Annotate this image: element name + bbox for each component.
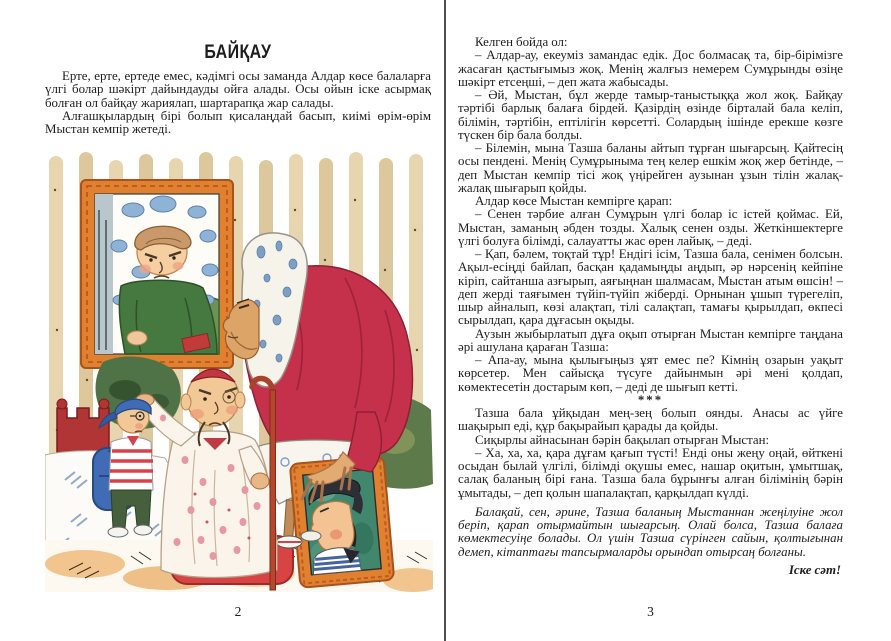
paragraph: – Әй, Мыстан, бұл жерде тамыр-таныстыққа жол жоқ. Байқау тәртібі барлық балаға бірдей. Қазірдің өзінде бірталай бала келіп, білімін, тәртібін, ептілігін көрсетті. Солардың ішінде ерекше көзге түскен бір бала болды. bbox=[458, 88, 843, 142]
page-gutter-line bbox=[444, 0, 446, 641]
paragraph: – Алдар-ау, екеуміз замандас едік. Дос болмасақ та, бір-бірімізге жасаған қастығымыз жоқ. Менің жалғыз немерем Сумұрынды өзіңе шәкірт етсеңші, – деп жата жабысады. bbox=[458, 48, 843, 89]
right-page bbox=[458, 36, 843, 577]
paragraph: Балақай, сен, әрине, Тазша баланың Мыстаннан жеңілуіне жол беріп, қарап отырмайтын шығарсың. Олай болса, Тазша балаға көмектесуіңе болады. Ол үшін Тазша сүрінген сайын, қолтығынан демеп, кітаптағы тапсырмаларды орындап отырсаң болғаны. bbox=[458, 504, 843, 559]
paragraph: – Ха, ха, ха, қара дұғам қағып түсті! Енді оны жеңу оңай, өйткені осыдан былай үлгілі, білімді оқушы емес, нашар оқитын, ұмытшақ, салақ баланың бірі ғана. Тазша бала бұрынғы алған білімінің бәрін ұмытады, – деп қолын шапалақтап, қарқылдап күлді. bbox=[458, 445, 843, 500]
paragraph: Сиқырлы айнасынан бәрін бақылап отырған Мыстан: bbox=[475, 432, 770, 447]
paragraph: Алғашқылардың бірі болып қисалаңдай басып, киімі өрім-өрім Мыстан кемпір жетеді. bbox=[45, 108, 431, 136]
paragraph: Аузын жыбырлатып дұға оқып отырған Мыстан кемпірге таңдана әрі ашулана қараған Тазша: bbox=[458, 326, 843, 354]
paragraph: Іске сәт! bbox=[788, 562, 841, 577]
paragraph: Келген бойда ол: bbox=[475, 35, 568, 49]
page-title: БАЙҚАУ bbox=[204, 41, 272, 63]
paragraph: – Сенен тәрбие алған Сумұрын үлгі болар іс істей қоймас. Ей, Мыстан, заманың әбден тозды. Халық сенен озды. Жеткіншектерге үлгі болуға білімді, салауатты жас өрен лайық, – деді. bbox=[458, 207, 843, 248]
paragraph: Алдар көсе Мыстан кемпірге қарап: bbox=[475, 194, 673, 208]
paragraph: – Апа-ау, мына қылығыңыз ұят емес пе? Кімнің озарын уақыт көрсетер. Мен сайысқа түсуге дайынмын әрі мені қолдап, көмектесетін достарым көп, – деді де шығып кетті. bbox=[458, 353, 843, 394]
page-number-left: 2 bbox=[234, 604, 242, 619]
paragraph: Тазша бала ұйқыдан мең-зең болып оянды. Анасы ас үйге шақырып еді, құр бақырайып қарады да қойды. bbox=[458, 406, 843, 434]
paragraph: Ерте, ерте, ертеде емес, кәдімгі осы заманда Алдар көсе балаларға үлгі болар шәкірт дайындауды ойға алады. Осы ойын іске асырмақ болған ол байқау жариялап, шартарапқа жар салады. bbox=[45, 69, 431, 110]
left-page-text bbox=[45, 70, 431, 136]
paragraph: *** bbox=[637, 392, 664, 407]
paragraph: – Қап, бәлем, тоқтай тұр! Ендігі ісім, Тазша бала, сенімен болсын. Ақыл-есіңді байлап, басқан қадамыңды аңдып, әр нәрсенің кейпіне кіріп, сайтанша азғырып, аяғыңнан шалмасам, Мыстан атым өшсін! – деп жерді таяғымен түйіп-түйіп жіберді. Орнынан ұшып түрегеліп, шыр айналып, көзі алақтап, тілі салақтап, тамағы қырылдап, өкпесі сырылдап, қара дұғасын оқыды. bbox=[458, 247, 843, 328]
paragraph: – Білемін, мына Тазша баланы айтып тұрған шығарсың. Қайтесің осы пендені. Менің Сумұрыныма тең келер ешкім жоқ жер бетінде, – деп Мыстан кемпір тісі жоқ үңірейген аузынан ұзын тілін жалақ-жалақ шығарып қойды. bbox=[458, 141, 843, 195]
illustration-mystan-visits-aldar bbox=[45, 150, 433, 592]
page-number-right: 3 bbox=[647, 604, 654, 619]
portrait-frame-grandfather bbox=[81, 180, 233, 368]
left-page bbox=[45, 36, 431, 136]
